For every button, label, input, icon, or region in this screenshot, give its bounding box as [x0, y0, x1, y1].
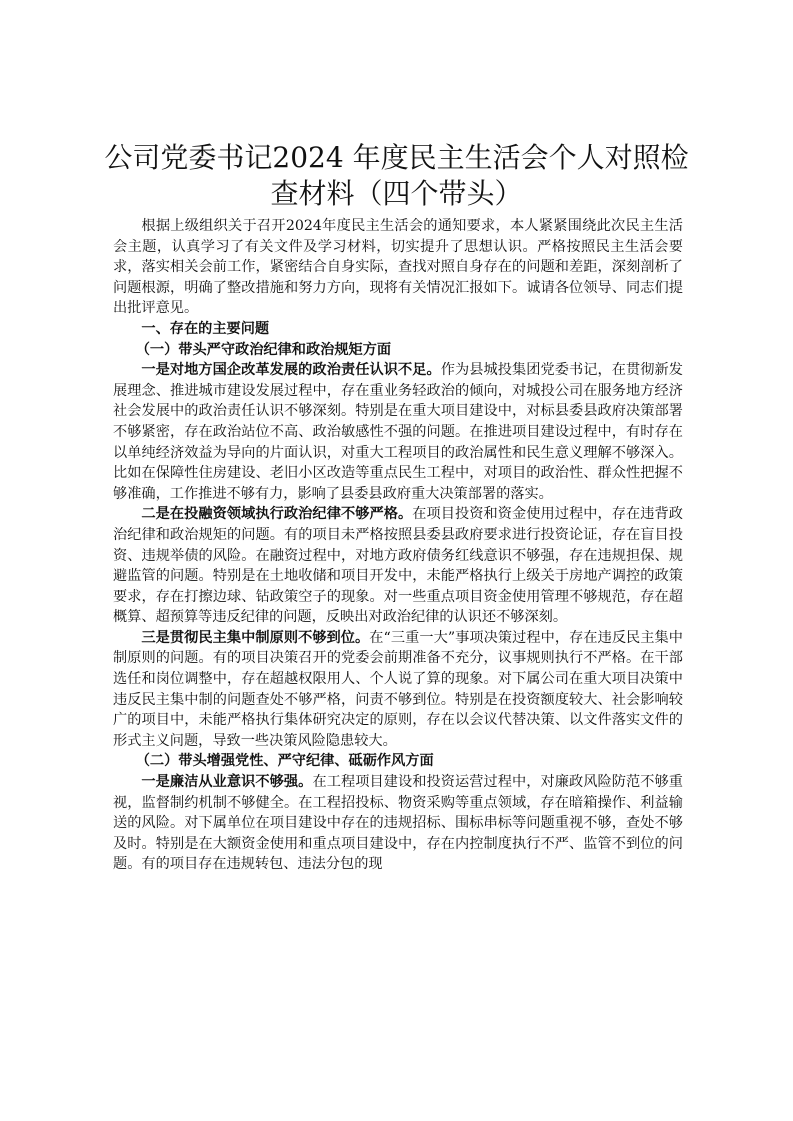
paragraph: [113, 504, 683, 628]
subsection-heading: （二）带头增强党性、严守纪律、砥砺作风方面: [135, 753, 434, 770]
paragraph: [113, 628, 683, 752]
paragraph-text: 在项目投资和资金使用过程中，存在违背政治纪律和政治规矩的问题。有的项目未严格按照县委县政府要求进行投资论证，存在盲目投资、违规举债的风险。在融资过程中，对地方政府债务红线意识不够强，存在违规担保、规避监管的问题。特别是在土地收储和项目开发中，未能严格执行上级关于房地产调控的政策要求，存在打擦边球、钻政策空子的现象。对一些重点项目资金使用管理不够规范，存在超概算、超预算等违反纪律的问题，反映出对政治纪律的认识还不够深刻。: [113, 506, 683, 626]
paragraph-lead: 一是廉洁从业意识不够强。: [141, 774, 313, 791]
paragraph-lead: 三是贯彻民主集中制原则不够到位。: [141, 629, 370, 646]
section-heading: 一、存在的主要问题: [141, 320, 270, 337]
paragraph-text: 作为县城投集团党委书记，在贯彻新发展理念、推进城市建设发展过程中，存在重业务轻政治的倾向，对城投公司在服务地方经济社会发展中的政治责任认识不够深刻。特别是在重大项目建设中，对标县委县政府决策部署不够紧密，存在政治站位不高、政治敏感性不强的问题。在推进项目建设过程中，有时存在以单纯经济效益为导向的片面认识，对重大工程项目的政治属性和民生意义理解不够深入。比如在保障性住房建设、老旧小区改造等重点民生工程中，对项目的政治性、群众性把握不够准确，工作推进不够有力，影响了县委县政府重大决策部署的落实。: [113, 362, 683, 502]
document-title: 公司党委书记2024 年度民主生活会个人对照检查材料（四个带头）: [104, 141, 689, 210]
paragraph-text: 在工程项目建设和投资运营过程中，对廉政风险防范不够重视，监督制约机制不够健全。在工程招投标、物资采购等重点领域，存在暗箱操作、利益输送的风险。对下属单位在项目建设中存在的违规招标、围标串标等问题重视不够，查处不够及时。特别是在大额资金使用和重点项目建设中，存在内控制度执行不严、监管不到位的问题。有的项目存在违规转包、违法分包的现: [113, 774, 683, 873]
subsection-heading: （一）带头严守政治纪律和政治规矩方面: [135, 341, 392, 358]
paragraph-text: 在“三重一大”事项决策过程中，存在违反民主集中制原则的问题。有的项目决策召开的党委会前期准备不充分，议事规则执行不严格。在干部选任和岗位调整中，存在超越权限用人、个人说了算的现象。对下属公司在重大项目决策中违反民主集中制的问题查处不够严格，问责不够到位。特别是在投资额度较大、社会影响较广的项目中，未能严格执行集体研究决定的原则，存在以会议代替决策、以文件落实文件的形式主义问题，导致一些决策风险隐患较大。: [113, 629, 683, 749]
paragraph: [113, 772, 683, 875]
paragraph-lead: 一是对地方国企改革发展的政治责任认识不足。: [141, 362, 441, 379]
document-body: [113, 216, 683, 875]
paragraph: [113, 360, 683, 504]
intro-paragraph: 根据上级组织关于召开2024年度民主生活会的通知要求，本人紧紧围绕此次民主生活会主题，认真学习了有关文件及学习材料，切实提升了思想认识。严格按照民主生活会要求，落实相关会前工作，紧密结合自身实际，查找对照自身存在的问题和差距，深刻剖析了问题根源，明确了整改措施和努力方向，现将有关情况汇报如下。诚请各位领导、同志们提出批评意见。: [113, 218, 683, 317]
paragraph-lead: 二是在投融资领域执行政治纪律不够严格。: [141, 506, 413, 523]
